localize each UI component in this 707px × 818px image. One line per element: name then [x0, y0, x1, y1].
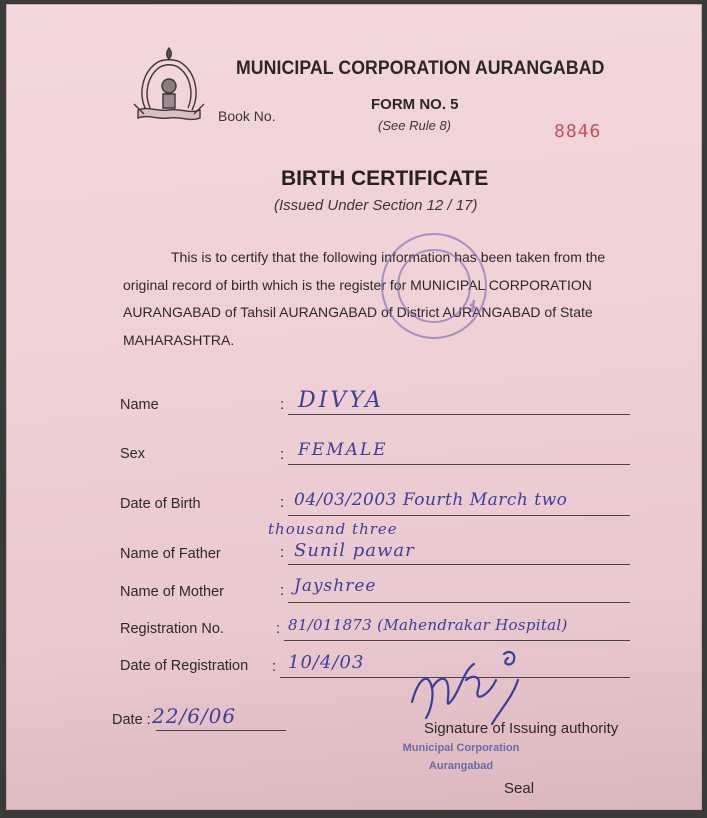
- issue-date-label: Date :: [112, 712, 151, 728]
- father-line: [288, 564, 630, 565]
- issued-under-section: (Issued Under Section 12 / 17): [274, 197, 478, 214]
- dob-value: 04/03/2003 Fourth March two: [294, 490, 568, 510]
- issuing-authority-signature-icon: [404, 640, 554, 728]
- office-stamp: [386, 739, 536, 775]
- sex-value: FEMALE: [298, 440, 388, 460]
- father-colon: :: [280, 544, 285, 561]
- form-number: FORM NO. 5: [371, 96, 459, 113]
- name-value: DIVYA: [298, 388, 384, 413]
- mother-value: Jayshree: [294, 576, 377, 596]
- dob-value-continued: thousand three: [268, 520, 398, 538]
- municipal-emblem-icon: [128, 44, 210, 126]
- statement-line-3: AURANGABAD of Tahsil AURANGABAD of District AURANGABAD of State: [123, 304, 593, 320]
- name-colon: :: [280, 396, 285, 413]
- statement-line-1: This is to certify that the following information has been taken from the: [171, 249, 606, 265]
- mother-line: [288, 602, 630, 603]
- see-rule: (See Rule 8): [378, 118, 451, 133]
- mother-colon: :: [280, 582, 285, 599]
- mother-label: Name of Mother: [120, 584, 224, 600]
- registration-no-label: Registration No.: [120, 621, 224, 637]
- registration-date-colon: :: [272, 658, 277, 675]
- registration-no-value: 81/011873 (Mahendrakar Hospital): [288, 616, 568, 634]
- book-no-label: Book No.: [218, 108, 276, 124]
- name-label: Name: [120, 397, 159, 413]
- father-value: Sunil pawar: [294, 540, 415, 561]
- signature-label: Signature of Issuing authority: [424, 720, 619, 737]
- office-stamp-line-2: Aurangabad: [428, 760, 494, 772]
- sex-colon: :: [280, 446, 285, 463]
- office-stamp-line-1: Municipal Corporation: [402, 742, 520, 754]
- registration-no-colon: :: [276, 620, 281, 637]
- birth-certificate-document: [6, 4, 702, 810]
- serial-number: 8846: [554, 121, 602, 142]
- issue-date-line: [156, 730, 286, 731]
- corporation-stamp-icon: [374, 226, 494, 346]
- dob-label: Date of Birth: [120, 496, 201, 512]
- sex-label: Sex: [120, 446, 145, 462]
- name-line: [288, 414, 630, 415]
- dob-colon: :: [280, 494, 285, 511]
- corporation-name: MUNICIPAL CORPORATION AURANGABAD: [236, 58, 605, 79]
- seal-label: Seal: [504, 780, 535, 797]
- father-label: Name of Father: [120, 546, 221, 562]
- registration-date-value: 10/4/03: [288, 652, 365, 673]
- statement-line-2: original record of birth which is the register for MUNICIPAL CORPORATION: [123, 276, 592, 293]
- sex-line: [288, 464, 630, 465]
- registration-date-label: Date of Registration: [120, 658, 249, 674]
- statement-line-4: MAHARASHTRA.: [123, 331, 235, 348]
- issue-date-value: 22/6/06: [152, 704, 237, 728]
- dob-line: [288, 515, 630, 516]
- certificate-title: BIRTH CERTIFICATE: [281, 167, 489, 190]
